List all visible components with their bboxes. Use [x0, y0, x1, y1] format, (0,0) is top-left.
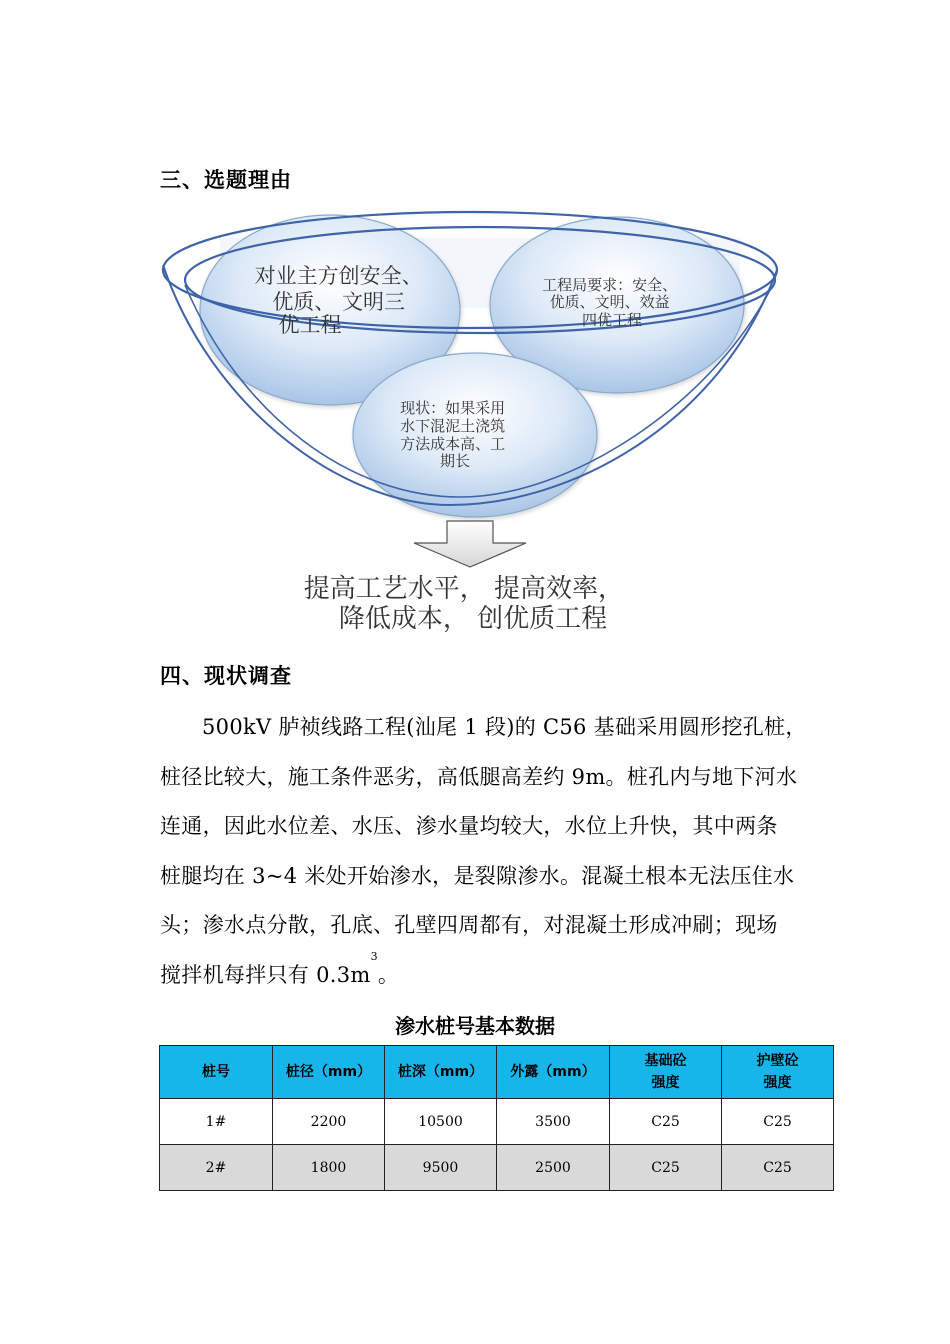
table-cell: C25	[722, 1099, 834, 1145]
table-title: 渗水桩号基本数据	[395, 1014, 555, 1038]
section-heading-reasons: 三、选题理由	[160, 168, 292, 192]
section-heading-survey: 四、现状调查	[160, 664, 292, 688]
bubble-status-line2: 水下混泥土浇筑	[400, 417, 506, 435]
cubic-superscript: 3	[370, 949, 378, 963]
paragraph-line: 头；渗水点分散，孔底、孔壁四周都有，对混凝土形成冲刷；现场	[160, 913, 778, 937]
table-row	[160, 1145, 834, 1191]
table-cell: C25	[610, 1099, 722, 1145]
table-cell: 2500	[497, 1145, 610, 1191]
bubble-status-line1: 现状：如果采用	[400, 399, 506, 417]
bubble-status-line3: 方法成本高、工	[400, 435, 506, 453]
paragraph-text: 。	[377, 962, 400, 987]
pile-data-table	[159, 1045, 834, 1191]
table-cell: 2200	[273, 1099, 385, 1145]
svg-text:提高工艺水平， 提高效率， 降低成本， 创优质工程	[304, 574, 633, 634]
paragraph-line: 连通，因此水位差、水压、渗水量均较大，水位上升快，其中两条	[160, 814, 778, 838]
header-diameter: 桩径（mm）	[273, 1046, 385, 1099]
bubble-bureau-line1: 工程局要求：安全、	[542, 276, 678, 294]
paragraph-line: 桩腿均在 3~4 米处开始渗水，是裂隙渗水。混凝土根本无法压住水	[160, 863, 795, 888]
paragraph-last-line	[160, 951, 840, 1001]
header-wall-strength: 护壁砼 强度	[722, 1046, 834, 1099]
header-depth: 桩深（mm）	[385, 1046, 497, 1099]
bubble-owner-line2: 优质、 文明三	[272, 290, 405, 314]
header-pile-no: 桩号	[160, 1046, 273, 1099]
down-arrow-icon	[414, 521, 526, 567]
table-cell: 1800	[273, 1145, 385, 1191]
table-cell: 2#	[160, 1145, 273, 1191]
bubble-bureau-line3: 四优工程	[581, 311, 643, 329]
bubble-owner-line3: 优工程	[278, 313, 342, 337]
table-cell: 10500	[385, 1099, 497, 1145]
bubble-owner-line1: 对业主方创安全、	[254, 264, 423, 288]
header-exposed: 外露（mm）	[497, 1046, 610, 1099]
table-cell: C25	[722, 1145, 834, 1191]
conclusion-line2: 降低成本， 创优质工程	[338, 604, 608, 634]
paragraph-line: 桩径比较大，施工条件恶劣，高低腿高差约 9m。桩孔内与地下河水	[160, 764, 798, 789]
bubble-bureau-line2: 优质、文明、效益	[549, 293, 670, 311]
table-header-row	[160, 1046, 834, 1099]
table-cell: 1#	[160, 1099, 273, 1145]
header-foundation-strength: 基础砼 强度	[610, 1046, 722, 1099]
paragraph-line: 500kV 胪祯线路工程(汕尾 1 段)的 C56 基础采用圆形挖孔桩，	[202, 715, 807, 739]
survey-paragraph	[160, 703, 840, 1000]
bubble-status-line4: 期长	[439, 452, 471, 470]
table-cell: C25	[610, 1145, 722, 1191]
table-cell: 3500	[497, 1099, 610, 1145]
conclusion-line1: 提高工艺水平， 提高效率，	[303, 574, 624, 604]
paragraph-text: 搅拌机每拌只有 0.3m	[160, 962, 371, 987]
table-cell: 9500	[385, 1145, 497, 1191]
reasons-funnel-diagram	[150, 205, 790, 645]
table-row	[160, 1099, 834, 1145]
